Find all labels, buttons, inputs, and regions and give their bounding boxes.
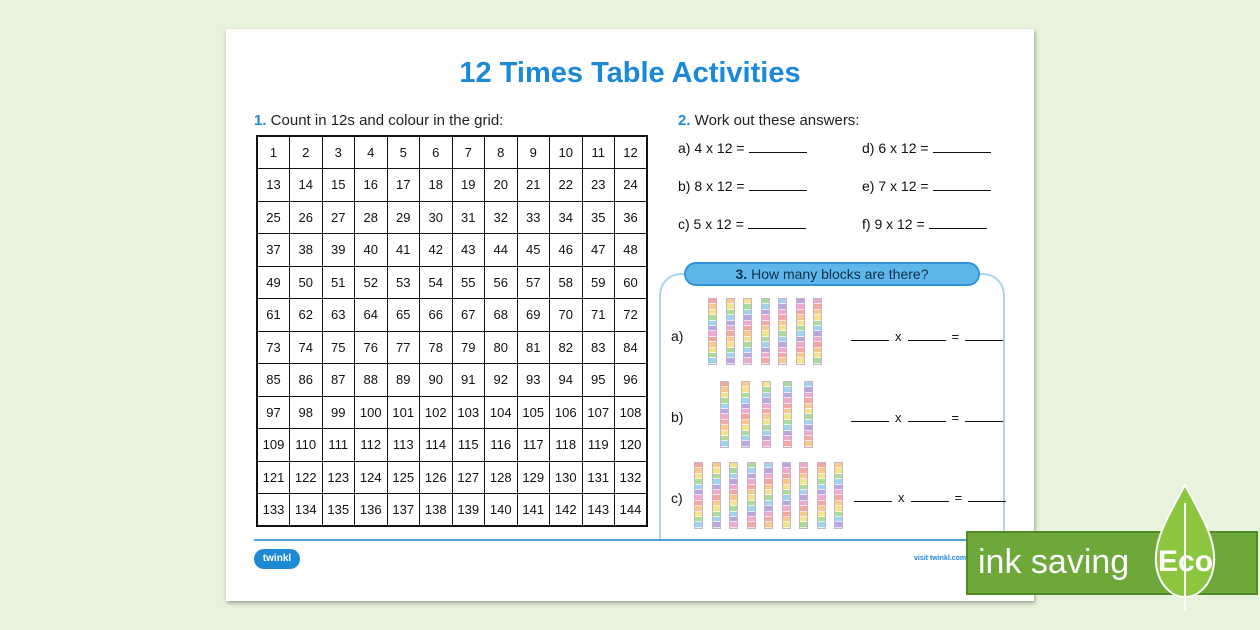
equation-b	[851, 410, 1003, 425]
grid-cell[interactable]: 39	[322, 234, 355, 267]
grid-cell[interactable]: 55	[452, 266, 485, 299]
grid-cell[interactable]: 138	[420, 494, 453, 527]
grid-cell[interactable]: 21	[517, 169, 550, 202]
block-tower	[712, 462, 721, 529]
block-cube	[744, 358, 751, 363]
grid-cell[interactable]: 26	[290, 201, 323, 234]
grid-cell[interactable]: 124	[355, 461, 388, 494]
block-tower	[743, 298, 752, 365]
question-e	[862, 178, 991, 194]
footer-divider	[254, 539, 1006, 541]
grid-cell[interactable]: 3	[322, 136, 355, 169]
grid-cell[interactable]: 90	[420, 364, 453, 397]
grid-cell[interactable]: 45	[517, 234, 550, 267]
grid-cell[interactable]: 47	[582, 234, 615, 267]
grid-cell[interactable]: 77	[387, 331, 420, 364]
block-tower	[708, 298, 717, 365]
hundred-grid	[256, 135, 648, 527]
grid-row	[257, 234, 647, 267]
grid-cell[interactable]: 19	[452, 169, 485, 202]
grid-cell[interactable]: 82	[550, 331, 583, 364]
grid-cell[interactable]: 2	[290, 136, 323, 169]
grid-cell[interactable]: 37	[257, 234, 290, 267]
grid-cell[interactable]: 139	[452, 494, 485, 527]
block-cube	[765, 522, 772, 527]
grid-row	[257, 266, 647, 299]
block-tower	[782, 462, 791, 529]
grid-cell[interactable]: 54	[420, 266, 453, 299]
blank-line[interactable]	[908, 412, 946, 422]
grid-cell[interactable]: 116	[485, 429, 518, 462]
section-1-text: Count in 12s and colour in the grid:	[266, 112, 504, 129]
section-2-number: 2.	[678, 112, 691, 129]
grid-cell[interactable]: 125	[387, 461, 420, 494]
grid-cell[interactable]: 114	[420, 429, 453, 462]
answer-blank[interactable]	[929, 217, 987, 229]
question-d	[862, 140, 991, 156]
grid-row	[257, 364, 647, 397]
twinkl-logo: twinkl	[254, 549, 300, 569]
block-tower	[741, 381, 750, 448]
block-cube	[835, 522, 842, 527]
block-cube	[797, 358, 804, 363]
grid-cell[interactable]: 22	[550, 169, 583, 202]
grid-cell[interactable]: 140	[485, 494, 518, 527]
grid-cell[interactable]: 68	[485, 299, 518, 332]
grid-cell[interactable]: 23	[582, 169, 615, 202]
grid-cell[interactable]: 91	[452, 364, 485, 397]
grid-cell[interactable]: 33	[517, 201, 550, 234]
grid-cell[interactable]: 80	[485, 331, 518, 364]
grid-cell[interactable]: 63	[322, 299, 355, 332]
block-tower	[778, 298, 787, 365]
grid-cell[interactable]: 50	[290, 266, 323, 299]
answer-blank[interactable]	[749, 141, 807, 153]
worksheet	[226, 29, 1034, 601]
block-cube	[784, 441, 791, 446]
grid-cell[interactable]: 62	[290, 299, 323, 332]
block-cube	[762, 358, 769, 363]
question-b	[678, 178, 807, 194]
block-cube	[730, 522, 737, 527]
block-tower	[799, 462, 808, 529]
grid-cell[interactable]: 16	[355, 169, 388, 202]
visit-link[interactable]: visit twinkl.com	[914, 555, 967, 562]
grid-cell[interactable]: 144	[615, 494, 648, 527]
grid-cell[interactable]: 134	[290, 494, 323, 527]
times-sign: x	[898, 490, 905, 505]
grid-row	[257, 136, 647, 169]
grid-cell[interactable]: 100	[355, 396, 388, 429]
block-cube	[709, 358, 716, 363]
question-text: c) 5 x 12 =	[678, 216, 744, 232]
question-c	[678, 216, 806, 232]
grid-cell[interactable]: 87	[322, 364, 355, 397]
grid-cell[interactable]: 98	[290, 396, 323, 429]
blocks-row-label-a: a)	[671, 328, 684, 344]
equation-a	[851, 329, 1003, 344]
grid-cell[interactable]: 79	[452, 331, 485, 364]
grid-cell[interactable]: 14	[290, 169, 323, 202]
grid-cell[interactable]: 85	[257, 364, 290, 397]
grid-cell[interactable]: 13	[257, 169, 290, 202]
block-tower	[813, 298, 822, 365]
grid-cell[interactable]: 95	[582, 364, 615, 397]
blank-line[interactable]	[965, 331, 1003, 341]
section-3-text: How many blocks are there?	[747, 266, 929, 282]
grid-cell[interactable]: 58	[550, 266, 583, 299]
grid-cell[interactable]: 34	[550, 201, 583, 234]
grid-cell[interactable]: 105	[517, 396, 550, 429]
grid-cell[interactable]: 130	[550, 461, 583, 494]
grid-row	[257, 461, 647, 494]
question-a	[678, 140, 807, 156]
grid-cell[interactable]: 113	[387, 429, 420, 462]
grid-cell[interactable]: 28	[355, 201, 388, 234]
grid-cell[interactable]: 109	[257, 429, 290, 462]
grid-cell[interactable]: 93	[517, 364, 550, 397]
grid-cell[interactable]: 121	[257, 461, 290, 494]
times-sign: x	[895, 410, 902, 425]
grid-cell[interactable]: 141	[517, 494, 550, 527]
grid-row	[257, 494, 647, 527]
grid-cell[interactable]: 24	[615, 169, 648, 202]
grid-cell[interactable]: 67	[452, 299, 485, 332]
grid-cell[interactable]: 142	[550, 494, 583, 527]
grid-cell[interactable]: 44	[485, 234, 518, 267]
block-cube	[713, 522, 720, 527]
grid-cell[interactable]: 103	[452, 396, 485, 429]
grid-row	[257, 201, 647, 234]
block-tower	[834, 462, 843, 529]
grid-cell[interactable]: 35	[582, 201, 615, 234]
grid-cell[interactable]: 131	[582, 461, 615, 494]
grid-cell[interactable]: 5	[387, 136, 420, 169]
grid-cell[interactable]: 32	[485, 201, 518, 234]
grid-cell[interactable]: 123	[322, 461, 355, 494]
grid-cell[interactable]: 115	[452, 429, 485, 462]
page-title: 12 Times Table Activities	[459, 57, 801, 89]
grid-cell[interactable]: 30	[420, 201, 453, 234]
block-cube	[763, 441, 770, 446]
block-cube	[779, 358, 786, 363]
grid-cell[interactable]: 137	[387, 494, 420, 527]
grid-cell[interactable]: 36	[615, 201, 648, 234]
grid-cell[interactable]: 56	[485, 266, 518, 299]
grid-cell[interactable]: 49	[257, 266, 290, 299]
grid-cell[interactable]: 99	[322, 396, 355, 429]
grid-cell[interactable]: 132	[615, 461, 648, 494]
grid-cell[interactable]: 60	[615, 266, 648, 299]
section-1-number: 1.	[254, 112, 267, 129]
grid-row	[257, 299, 647, 332]
grid-cell[interactable]: 42	[420, 234, 453, 267]
grid-cell[interactable]: 135	[322, 494, 355, 527]
blank-line[interactable]	[908, 331, 946, 341]
grid-cell[interactable]: 96	[615, 364, 648, 397]
grid-cell[interactable]: 129	[517, 461, 550, 494]
grid-cell[interactable]: 108	[615, 396, 648, 429]
grid-cell[interactable]: 65	[387, 299, 420, 332]
block-cube	[721, 441, 728, 446]
block-cube	[814, 358, 821, 363]
block-tower	[729, 462, 738, 529]
question-text: e) 7 x 12 =	[862, 178, 929, 194]
grid-cell[interactable]: 38	[290, 234, 323, 267]
grid-cell[interactable]: 48	[615, 234, 648, 267]
grid-cell[interactable]: 64	[355, 299, 388, 332]
section-3-number: 3.	[735, 266, 748, 282]
grid-cell[interactable]: 107	[582, 396, 615, 429]
grid-cell[interactable]: 110	[290, 429, 323, 462]
grid-cell[interactable]: 94	[550, 364, 583, 397]
grid-cell[interactable]: 10	[550, 136, 583, 169]
grid-cell[interactable]: 12	[615, 136, 648, 169]
grid-cell[interactable]: 43	[452, 234, 485, 267]
grid-cell[interactable]: 29	[387, 201, 420, 234]
grid-cell[interactable]: 40	[355, 234, 388, 267]
grid-cell[interactable]: 97	[257, 396, 290, 429]
grid-cell[interactable]: 51	[322, 266, 355, 299]
grid-cell[interactable]: 71	[582, 299, 615, 332]
grid-cell[interactable]: 92	[485, 364, 518, 397]
section-2-text: Work out these answers:	[690, 112, 860, 129]
question-text: f) 9 x 12 =	[862, 216, 925, 232]
block-cube	[783, 522, 790, 527]
grid-cell[interactable]: 27	[322, 201, 355, 234]
block-tower	[720, 381, 729, 448]
grid-cell[interactable]: 6	[420, 136, 453, 169]
grid-cell[interactable]: 88	[355, 364, 388, 397]
answer-blank[interactable]	[933, 179, 991, 191]
grid-cell[interactable]: 11	[582, 136, 615, 169]
grid-cell[interactable]: 18	[420, 169, 453, 202]
blank-line[interactable]	[851, 412, 889, 422]
blank-line[interactable]	[911, 492, 949, 502]
grid-cell[interactable]: 53	[387, 266, 420, 299]
grid-cell[interactable]: 59	[582, 266, 615, 299]
grid-cell[interactable]: 102	[420, 396, 453, 429]
grid-cell[interactable]: 9	[517, 136, 550, 169]
grid-cell[interactable]: 122	[290, 461, 323, 494]
equals-sign: =	[951, 410, 960, 425]
grid-cell[interactable]: 52	[355, 266, 388, 299]
grid-cell[interactable]: 126	[420, 461, 453, 494]
blocks-row-label-b: b)	[671, 409, 684, 425]
grid-cell[interactable]: 41	[387, 234, 420, 267]
grid-row	[257, 169, 647, 202]
grid-cell[interactable]: 25	[257, 201, 290, 234]
grid-cell[interactable]: 69	[517, 299, 550, 332]
block-tower	[764, 462, 773, 529]
grid-cell[interactable]: 15	[322, 169, 355, 202]
grid-cell[interactable]: 83	[582, 331, 615, 364]
eco-label: Eco	[1158, 545, 1214, 578]
block-tower	[726, 298, 735, 365]
block-cube	[742, 441, 749, 446]
grid-cell[interactable]: 57	[517, 266, 550, 299]
grid-cell[interactable]: 73	[257, 331, 290, 364]
grid-cell[interactable]: 81	[517, 331, 550, 364]
blank-line[interactable]	[968, 492, 1006, 502]
grid-cell[interactable]: 84	[615, 331, 648, 364]
block-cube	[818, 522, 825, 527]
block-tower	[817, 462, 826, 529]
question-f	[862, 216, 987, 232]
grid-cell[interactable]: 128	[485, 461, 518, 494]
grid-row	[257, 396, 647, 429]
grid-cell[interactable]: 20	[485, 169, 518, 202]
blank-line[interactable]	[965, 412, 1003, 422]
grid-cell[interactable]: 78	[420, 331, 453, 364]
grid-cell[interactable]: 31	[452, 201, 485, 234]
block-tower	[804, 381, 813, 448]
block-cube	[727, 358, 734, 363]
grid-cell[interactable]: 17	[387, 169, 420, 202]
grid-cell[interactable]: 75	[322, 331, 355, 364]
grid-cell[interactable]: 66	[420, 299, 453, 332]
grid-row	[257, 331, 647, 364]
block-cube	[695, 522, 702, 527]
grid-cell[interactable]: 104	[485, 396, 518, 429]
question-text: b) 8 x 12 =	[678, 178, 745, 194]
grid-cell[interactable]: 117	[517, 429, 550, 462]
block-tower	[762, 381, 771, 448]
grid-cell[interactable]: 72	[615, 299, 648, 332]
section-1-heading	[254, 112, 503, 129]
block-cube	[800, 522, 807, 527]
equals-sign: =	[951, 329, 960, 344]
section-3-heading	[684, 262, 980, 286]
blocks-row-label-c: c)	[671, 490, 683, 506]
times-sign: x	[895, 329, 902, 344]
grid-cell[interactable]: 46	[550, 234, 583, 267]
grid-cell[interactable]: 8	[485, 136, 518, 169]
grid-cell[interactable]: 136	[355, 494, 388, 527]
block-cube	[805, 441, 812, 446]
blank-line[interactable]	[851, 331, 889, 341]
answer-blank[interactable]	[749, 179, 807, 191]
grid-cell[interactable]: 89	[387, 364, 420, 397]
grid-cell[interactable]: 133	[257, 494, 290, 527]
grid-cell[interactable]: 1	[257, 136, 290, 169]
answer-blank[interactable]	[748, 217, 806, 229]
question-text: d) 6 x 12 =	[862, 140, 929, 156]
grid-cell[interactable]: 120	[615, 429, 648, 462]
question-text: a) 4 x 12 =	[678, 140, 745, 156]
answer-blank[interactable]	[933, 141, 991, 153]
grid-cell[interactable]: 76	[355, 331, 388, 364]
grid-row	[257, 429, 647, 462]
grid-cell[interactable]: 86	[290, 364, 323, 397]
grid-cell[interactable]: 106	[550, 396, 583, 429]
grid-cell[interactable]: 101	[387, 396, 420, 429]
block-cube	[748, 522, 755, 527]
banner-text: ink saving	[978, 543, 1130, 581]
grid-cell[interactable]: 143	[582, 494, 615, 527]
equals-sign: =	[954, 490, 963, 505]
grid-cell[interactable]: 74	[290, 331, 323, 364]
grid-cell[interactable]: 127	[452, 461, 485, 494]
grid-cell[interactable]: 4	[355, 136, 388, 169]
grid-cell[interactable]: 112	[355, 429, 388, 462]
block-tower	[761, 298, 770, 365]
grid-cell[interactable]: 70	[550, 299, 583, 332]
grid-cell[interactable]: 111	[322, 429, 355, 462]
block-tower	[783, 381, 792, 448]
grid-cell[interactable]: 61	[257, 299, 290, 332]
grid-cell[interactable]: 118	[550, 429, 583, 462]
equation-c	[854, 490, 1006, 505]
grid-cell[interactable]: 119	[582, 429, 615, 462]
block-tower	[747, 462, 756, 529]
block-tower	[694, 462, 703, 529]
grid-cell[interactable]: 7	[452, 136, 485, 169]
section-2-heading	[678, 112, 859, 129]
block-tower	[796, 298, 805, 365]
blank-line[interactable]	[854, 492, 892, 502]
